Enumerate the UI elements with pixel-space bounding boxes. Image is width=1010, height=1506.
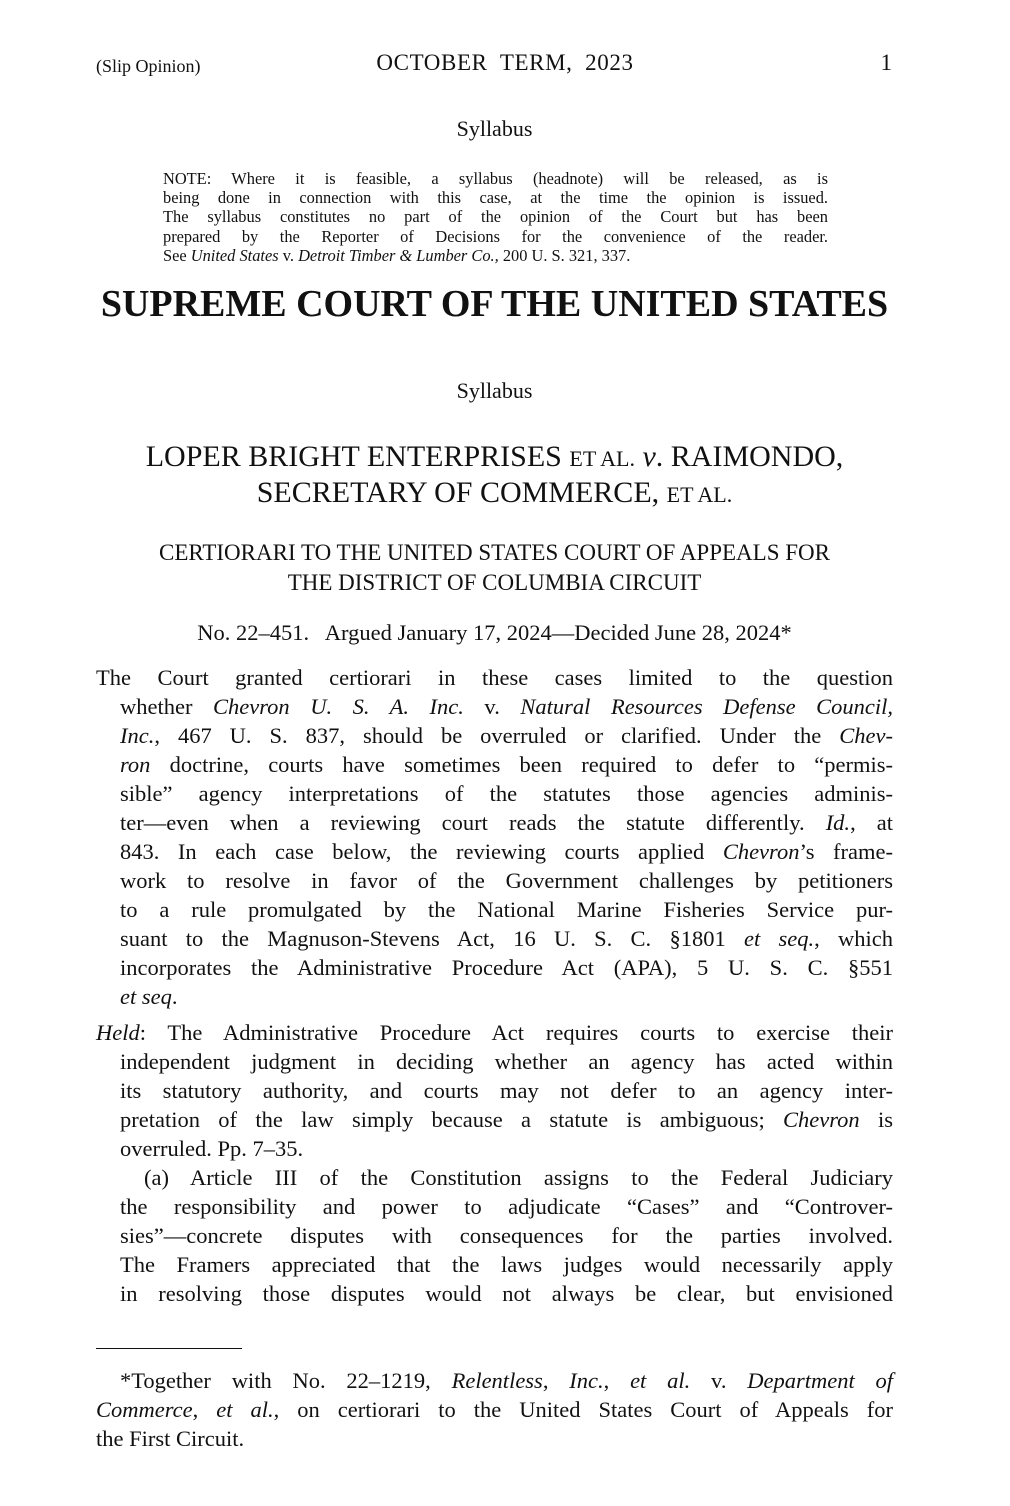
case-title-text: . RAIMONDO, bbox=[655, 440, 844, 473]
footnote-line: Commerce, et al., on certiorari to the United States Court of Appeals for bbox=[96, 1397, 893, 1422]
footnote-rule bbox=[96, 1348, 242, 1349]
slip-opinion-label: (Slip Opinion) bbox=[96, 56, 201, 76]
case-title-smallcaps: ET AL. bbox=[666, 482, 733, 507]
footnote bbox=[96, 1366, 893, 1453]
paragraph-line: its statutory authority, and courts may not defer to an agency inter- bbox=[120, 1078, 893, 1103]
paragraph-line: The Court granted certiorari in these cases limited to the question bbox=[96, 665, 893, 690]
paragraph-line: in resolving those disputes would not always be clear, but envisioned bbox=[120, 1281, 893, 1306]
footnote-line: *Together with No. 22–1219, Relentless, Inc., et al. v. Department of bbox=[120, 1368, 894, 1393]
paragraph-line: sies”—concrete disputes with consequences for the parties involved. bbox=[120, 1223, 893, 1248]
syllabus-heading: Syllabus bbox=[456, 378, 533, 403]
paragraph-line: ron doctrine, courts have sometimes been required to defer to “permis- bbox=[120, 752, 893, 777]
paragraph-line: 843. In each case below, the reviewing courts applied Chevron’s frame- bbox=[120, 839, 893, 864]
held-paragraph bbox=[96, 1018, 893, 1163]
certiorari-line: THE DISTRICT OF COLUMBIA CIRCUIT bbox=[287, 570, 702, 595]
paragraph-line: overruled. Pp. 7–35. bbox=[120, 1136, 304, 1161]
note-line: The syllabus constitutes no part of the opinion of the Court but has been bbox=[163, 207, 828, 227]
intro-paragraph bbox=[96, 663, 893, 1011]
case-title-versus: v bbox=[634, 440, 656, 473]
paragraph-line: independent judgment in deciding whether an agency has acted within bbox=[120, 1049, 893, 1074]
paragraph-line: et seq. bbox=[120, 984, 178, 1009]
paragraph-line: work to resolve in favor of the Government challenges by petitioners bbox=[120, 868, 893, 893]
paragraph-line: suant to the Magnuson-Stevens Act, 16 U. S. C. §1801 et seq., which bbox=[120, 926, 893, 951]
paragraph-line: (a) Article III of the Constitution assigns to the Federal Judiciary bbox=[144, 1165, 893, 1190]
term-header: OCTOBER TERM, 2023 bbox=[376, 50, 634, 75]
note-line: NOTE: Where it is feasible, a syllabus (headnote) will be released, as is bbox=[163, 169, 828, 188]
court-name: SUPREME COURT OF THE UNITED STATES bbox=[100, 283, 889, 325]
note-line: prepared by the Reporter of Decisions for the convenience of the reader. bbox=[163, 226, 828, 246]
subsection-a-paragraph bbox=[96, 1163, 893, 1308]
paragraph-line: incorporates the Administrative Procedure Act (APA), 5 U. S. C. §551 bbox=[120, 955, 893, 980]
paragraph-line: Held: The Administrative Procedure Act requires courts to exercise their bbox=[96, 1020, 893, 1045]
case-title-text: SECRETARY OF COMMERCE, bbox=[256, 476, 667, 509]
paragraph-line: Inc., 467 U. S. 837, should be overruled or clarified. Under the Chev- bbox=[120, 723, 893, 748]
certiorari-heading bbox=[96, 538, 893, 598]
case-title bbox=[96, 440, 893, 512]
case-title-text: LOPER BRIGHT ENTERPRISES bbox=[145, 440, 570, 473]
paragraph-line: whether Chevron U. S. A. Inc. v. Natural Resources Defense Council, bbox=[120, 694, 893, 719]
footnote-line: the First Circuit. bbox=[96, 1426, 245, 1451]
paragraph-line: to a rule promulgated by the National Marine Fisheries Service pur- bbox=[120, 897, 893, 922]
note-line: being done in connection with this case, at the time the opinion is issued. bbox=[163, 188, 828, 208]
case-title-line-2 bbox=[96, 476, 893, 512]
paragraph-line: pretation of the law simply because a statute is ambiguous; Chevron is bbox=[120, 1107, 893, 1132]
paragraph-line: sible” agency interpretations of the statutes those agencies adminis- bbox=[120, 781, 893, 806]
syllabus-heading-top: Syllabus bbox=[456, 116, 533, 141]
docket-line: No. 22–451. Argued January 17, 2024—Decided June 28, 2024* bbox=[197, 620, 792, 645]
certiorari-line: CERTIORARI TO THE UNITED STATES COURT OF APPEALS FOR bbox=[159, 540, 830, 565]
note-line: See United States v. Detroit Timber & Lumber Co., 200 U. S. 321, 337. bbox=[163, 245, 631, 265]
paragraph-line: ter—even when a reviewing court reads the statute differently. Id., at bbox=[120, 810, 893, 835]
case-title-line-1 bbox=[96, 440, 893, 476]
paragraph-line: The Framers appreciated that the laws judges would necessarily apply bbox=[120, 1252, 893, 1277]
reporter-note bbox=[163, 169, 828, 265]
case-title-smallcaps: ET AL. bbox=[569, 446, 635, 471]
page-number: 1 bbox=[880, 50, 892, 75]
paragraph-line: the responsibility and power to adjudicate “Cases” and “Controver- bbox=[120, 1194, 893, 1219]
